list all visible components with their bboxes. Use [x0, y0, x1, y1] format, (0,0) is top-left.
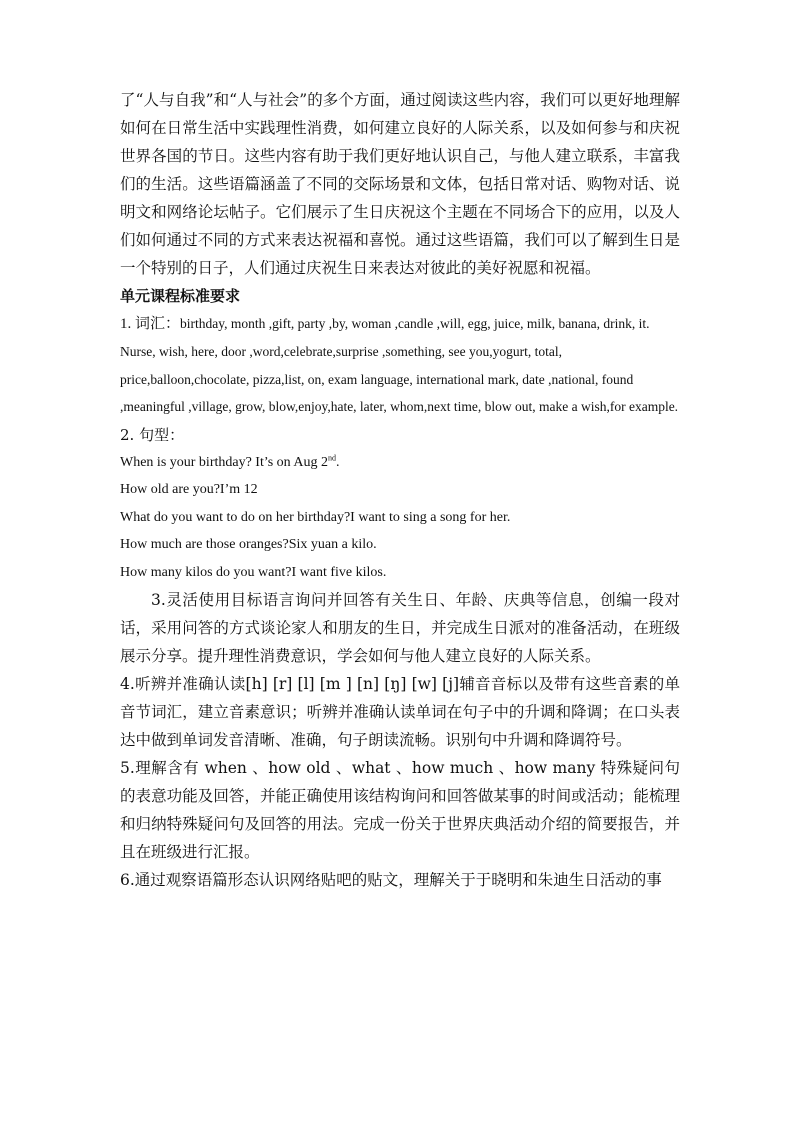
document-body [120, 86, 680, 894]
ordinal-suffix: nd [328, 452, 337, 462]
vocab-label: 1. 词汇： [120, 316, 181, 332]
sentence-line-2: How old are you?I’m 12 [120, 482, 258, 498]
sentence-line-1 [120, 449, 680, 477]
sentence-line-3: What do you want to do on her birthday?I want to sing a song for her. [120, 509, 511, 525]
requirement-item-6: 6.通过观察语篇形态认识网络贴吧的贴文，理解关于于晓明和朱迪生日活动的事 [120, 871, 662, 890]
sentences-label: 2. 句型： [120, 425, 185, 444]
sentence-line-5: How many kilos do you want?I want five kilos. [120, 564, 387, 580]
vocab-text: birthday, month ,gift, party ,by, woman ,candle ,will, egg, juice, milk, banana, drink, it. Nurse, wish, here, door ,word,celebrate,surprise ,something, see you,yogurt, total, price,balloon,chocolate, pizza,list, on, exam language, international mark, date ,national, found ,meaningful ,village, grow, blow,enjoy,hate, later, whom,next time, blow out, make a wish,for example. [120, 316, 679, 414]
sentence-line-1-end: . [336, 454, 340, 470]
intro-paragraph: 了“人与自我”和“人与社会”的多个方面，通过阅读这些内容，我们可以更好地理解如何在日常生活中实践理性消费，如何建立良好的人际关系，以及如何参与和庆祝世界各国的节日。这些内容有助于我们更好地认识自己，与他人建立联系，丰富我们的生活。这些语篇涵盖了不同的交际场景和文体，包括日常对话、购物对话、说明文和网络论坛帖子。它们展示了生日庆祝这个主题在不同场合下的应用，以及人们如何通过不同的方式来表达祝福和喜悦。通过这些语篇，我们可以了解到生日是一个特别的日子，人们通过庆祝生日来表达对彼此的美好祝愿和祝福。 [120, 91, 680, 277]
requirement-item-3: 3.灵活使用目标语言询问并回答有关生日、年龄、庆典等信息，创编一段对话，采用问答的方式谈论家人和朋友的生日，并完成生日派对的准备活动，在班级展示分享。提升理性消费意识，学会如何与他人建立良好的人际关系。 [120, 591, 680, 666]
requirement-item-4: 4.听辨并准确认读[h] [r] [l] [m ] [n] [ŋ] [w] [j]辅音音标以及带有这些音素的单音节词汇，建立音素意识；听辨并准确认读单词在句子中的升调和降调；在口头表达中做到单词发音清晰、准确，句子朗读流畅。识别句中升调和降调符号。 [120, 675, 680, 750]
requirement-item-5: 5.理解含有 when 、how old 、what 、how much 、how many 特殊疑问句的表意功能及回答，并能正确使用该结构询问和回答做某事的时间或活动；能梳理和归纳特殊疑问句及回答的用法。完成一份关于世界庆典活动介绍的简要报告，并且在班级进行汇报。 [120, 759, 680, 862]
sentence-line-1-text: When is your birthday? It’s on Aug 2 [120, 454, 329, 470]
sentence-line-4: How much are those oranges?Six yuan a kilo. [120, 537, 377, 553]
vocab-item [120, 310, 680, 421]
section-heading: 单元课程标准要求 [120, 287, 241, 305]
